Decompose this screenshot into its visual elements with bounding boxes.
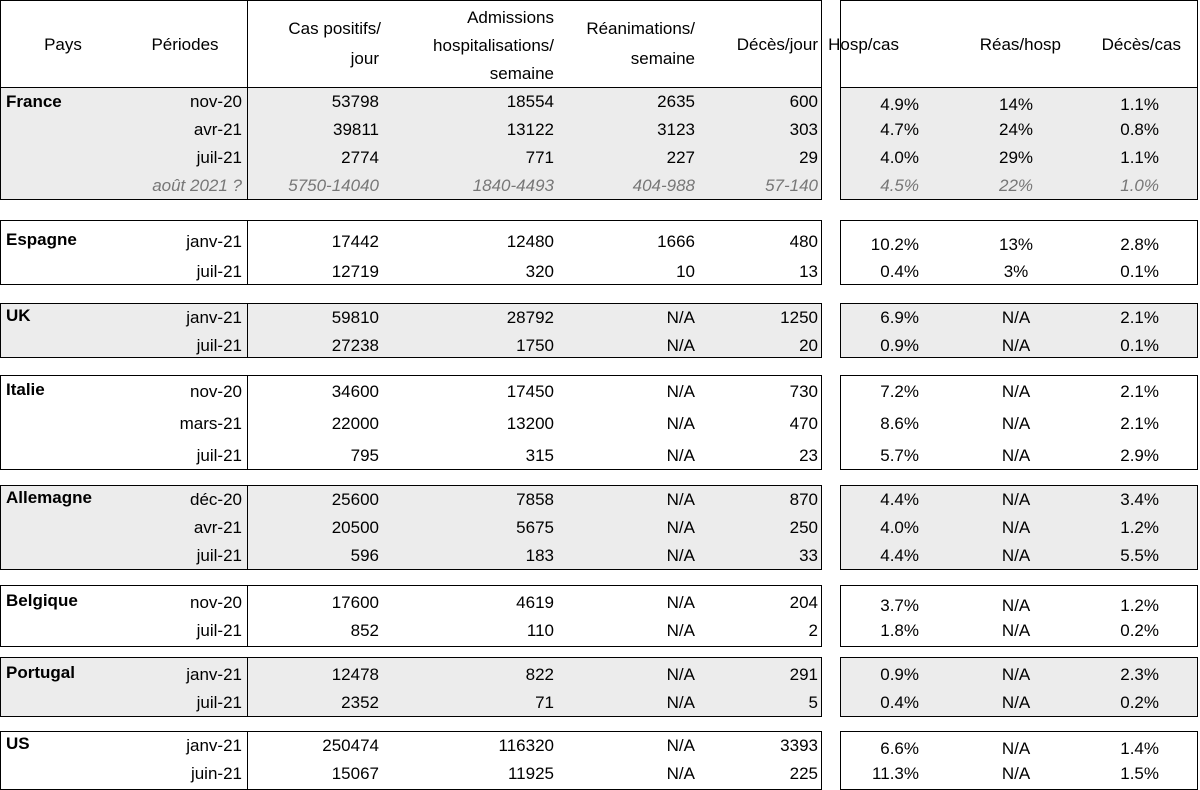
cases-cell: 59810: [331, 308, 379, 327]
admissions-cell: 11925: [507, 764, 554, 783]
deces-cas-cell: 0.2%: [1120, 621, 1159, 640]
deaths-cell: 20: [799, 336, 818, 355]
country-name: Allemagne: [6, 488, 92, 507]
period-cell: janv-21: [186, 665, 242, 684]
reas-hosp-cell: N/A: [1001, 308, 1031, 327]
deces-cas-cell: 2.1%: [1120, 382, 1159, 401]
deaths-cell: 600: [789, 92, 818, 111]
deaths-cell: 33: [799, 546, 818, 565]
reas-hosp-cell: N/A: [1001, 665, 1031, 684]
deces-cas-cell: 1.0%: [1120, 176, 1159, 195]
deces-cas-cell: 0.8%: [1120, 120, 1159, 139]
hosp-cas-cell: 4.0%: [880, 518, 919, 537]
admissions-cell: 17450: [506, 382, 554, 401]
period-cell: déc-20: [190, 490, 242, 509]
admissions-cell: 116320: [498, 736, 554, 755]
deaths-cell: 57-140: [765, 176, 818, 195]
cases-cell: 25600: [331, 490, 379, 509]
header-reas-hosp: Réas/hosp: [979, 35, 1061, 54]
period-cell: juil-21: [196, 336, 242, 355]
reas-hosp-cell: N/A: [1001, 693, 1031, 712]
period-cell: juil-21: [196, 446, 242, 465]
deaths-cell: 303: [789, 120, 818, 139]
period-cell: juil-21: [196, 262, 242, 281]
deaths-cell: 3393: [780, 736, 818, 755]
cases-cell: 596: [350, 546, 379, 565]
header-right: [828, 0, 1198, 88]
icu-cell: N/A: [666, 593, 695, 612]
column-divider: [247, 221, 248, 284]
reas-hosp-cell: N/A: [1001, 490, 1031, 509]
country-block-portugal: [0, 657, 822, 717]
header-adm-line1: Admissions: [467, 8, 554, 27]
country-name: France: [6, 92, 62, 111]
icu-cell: N/A: [666, 693, 695, 712]
icu-cell: N/A: [666, 414, 695, 433]
deaths-cell: 1250: [780, 308, 818, 327]
reas-hosp-cell: 24%: [998, 120, 1034, 139]
admissions-cell: 7858: [516, 490, 554, 509]
country-name: UK: [6, 306, 31, 325]
admissions-cell: 110: [526, 621, 554, 640]
ratio-block-belgique: [840, 585, 1198, 647]
icu-cell: 227: [666, 148, 695, 167]
deaths-cell: 480: [789, 232, 818, 251]
cases-cell: 27238: [331, 336, 379, 355]
icu-cell: 1666: [657, 232, 695, 251]
reas-hosp-cell: N/A: [1001, 336, 1031, 355]
period-cell: juil-21: [196, 621, 242, 640]
header-cas-line1: Cas positifs/: [288, 19, 381, 38]
country-name: Portugal: [6, 663, 75, 682]
admissions-cell: 315: [525, 446, 554, 465]
reas-hosp-cell: 14%: [998, 95, 1034, 114]
column-divider: [247, 88, 248, 199]
ratio-block-espagne: [840, 220, 1198, 285]
admissions-cell: 1750: [516, 336, 554, 355]
icu-cell: N/A: [666, 382, 695, 401]
header-cas-line2: jour: [350, 49, 379, 68]
deaths-cell: 470: [789, 414, 818, 433]
hosp-cas-cell: 8.6%: [880, 414, 919, 433]
column-divider: [247, 658, 248, 716]
ratio-block-portugal: [840, 657, 1198, 717]
header-pays: Pays: [44, 35, 82, 54]
reas-hosp-cell: N/A: [1001, 739, 1031, 758]
admissions-cell: 4619: [516, 593, 554, 612]
country-name: Belgique: [6, 591, 78, 610]
hosp-cas-cell: 4.4%: [880, 546, 919, 565]
deaths-cell: 291: [789, 665, 818, 684]
reas-hosp-cell: N/A: [1001, 414, 1031, 433]
cases-cell: 20500: [331, 518, 379, 537]
column-divider: [247, 486, 248, 569]
period-cell: janv-21: [186, 736, 242, 755]
deces-cas-cell: 5.5%: [1120, 546, 1159, 565]
country-block-espagne: [0, 220, 822, 285]
deaths-cell: 23: [799, 446, 818, 465]
deaths-cell: 29: [799, 148, 818, 167]
ratio-block-italie: [840, 375, 1198, 470]
country-block-france: [0, 87, 822, 200]
country-block-belgique: [0, 585, 822, 647]
admissions-cell: 1840-4493: [472, 176, 554, 195]
ratio-block-france: [840, 87, 1198, 200]
column-divider: [247, 732, 248, 789]
icu-cell: N/A: [666, 490, 695, 509]
header-periodes: Périodes: [151, 35, 219, 54]
country-block-uk: [0, 303, 822, 358]
reas-hosp-cell: 29%: [998, 148, 1034, 167]
hosp-cas-cell: 0.9%: [880, 665, 919, 684]
admissions-cell: 771: [525, 148, 554, 167]
icu-cell: 3123: [657, 120, 695, 139]
cases-cell: 5750-14040: [288, 176, 379, 195]
header-left: [0, 0, 822, 88]
deaths-cell: 13: [799, 262, 818, 281]
column-divider: [247, 376, 248, 469]
header-deces: Décès/jour: [736, 35, 818, 54]
column-divider: [247, 304, 248, 357]
admissions-cell: 12480: [506, 232, 554, 251]
ratio-block-uk: [840, 303, 1198, 358]
header-adm-line3: semaine: [489, 64, 554, 83]
reas-hosp-cell: 22%: [998, 176, 1034, 195]
deces-cas-cell: 0.2%: [1120, 693, 1159, 712]
period-cell: mars-21: [179, 414, 242, 433]
admissions-cell: 822: [525, 665, 554, 684]
admissions-cell: 13200: [506, 414, 554, 433]
admissions-cell: 18554: [506, 92, 554, 111]
header-adm-line2: hospitalisations/: [433, 36, 554, 55]
reas-hosp-cell: N/A: [1001, 596, 1031, 615]
header-rea-line1: Réanimations/: [586, 19, 695, 38]
period-cell: nov-20: [190, 92, 242, 111]
hosp-cas-cell: 4.5%: [880, 176, 919, 195]
cases-cell: 2352: [341, 693, 379, 712]
cases-cell: 34600: [331, 382, 379, 401]
admissions-cell: 183: [525, 546, 554, 565]
country-block-us: [0, 731, 822, 790]
icu-cell: N/A: [666, 308, 695, 327]
icu-cell: N/A: [666, 546, 695, 565]
period-cell: nov-20: [190, 382, 242, 401]
country-block-allemagne: [0, 485, 822, 570]
deces-cas-cell: 1.2%: [1120, 596, 1159, 615]
reas-hosp-cell: N/A: [1001, 764, 1031, 783]
country-block-italie: [0, 375, 822, 470]
hosp-cas-cell: 6.6%: [880, 739, 919, 758]
hosp-cas-cell: 6.9%: [880, 308, 919, 327]
column-divider: [247, 586, 248, 646]
period-cell: août 2021 ?: [152, 176, 242, 195]
deaths-cell: 225: [789, 764, 818, 783]
admissions-cell: 320: [525, 262, 554, 281]
header-deces-cas: Décès/cas: [1101, 35, 1181, 54]
deaths-cell: 870: [789, 490, 818, 509]
hosp-cas-cell: 0.9%: [880, 336, 919, 355]
period-cell: janv-21: [186, 308, 242, 327]
period-cell: nov-20: [190, 593, 242, 612]
icu-cell: N/A: [666, 621, 695, 640]
hosp-cas-cell: 4.9%: [880, 95, 919, 114]
cases-cell: 852: [350, 621, 379, 640]
cases-cell: 15067: [331, 764, 379, 783]
cases-cell: 17442: [331, 232, 379, 251]
cases-cell: 53798: [331, 92, 379, 111]
hosp-cas-cell: 0.4%: [880, 693, 919, 712]
header-hosp-cas: Hosp/cas: [828, 35, 899, 54]
hosp-cas-cell: 0.4%: [880, 262, 919, 281]
icu-cell: N/A: [666, 518, 695, 537]
deaths-cell: 2: [808, 621, 818, 640]
period-cell: janv-21: [186, 232, 242, 251]
reas-hosp-cell: N/A: [1001, 621, 1031, 640]
deaths-cell: 250: [789, 518, 818, 537]
cases-cell: 12478: [331, 665, 379, 684]
reas-hosp-cell: N/A: [1001, 446, 1031, 465]
reas-hosp-cell: N/A: [1001, 518, 1031, 537]
icu-cell: N/A: [666, 446, 695, 465]
deces-cas-cell: 1.4%: [1120, 739, 1159, 758]
hosp-cas-cell: 1.8%: [880, 621, 919, 640]
period-cell: juil-21: [196, 546, 242, 565]
country-name: Espagne: [6, 230, 77, 249]
deces-cas-cell: 0.1%: [1120, 336, 1159, 355]
cases-cell: 250474: [322, 736, 379, 755]
country-name: Italie: [6, 380, 45, 399]
column-divider: [247, 1, 248, 87]
deces-cas-cell: 2.8%: [1120, 235, 1159, 254]
admissions-cell: 5675: [516, 518, 554, 537]
icu-cell: 404-988: [632, 176, 695, 195]
icu-cell: N/A: [666, 736, 695, 755]
cases-cell: 22000: [331, 414, 379, 433]
deces-cas-cell: 1.1%: [1120, 148, 1159, 167]
cases-cell: 39811: [332, 120, 379, 139]
hosp-cas-cell: 5.7%: [880, 446, 919, 465]
icu-cell: 2635: [657, 92, 695, 111]
reas-hosp-cell: N/A: [1001, 382, 1031, 401]
hosp-cas-cell: 10.2%: [870, 235, 919, 254]
period-cell: juin-21: [190, 764, 242, 783]
period-cell: avr-21: [193, 518, 242, 537]
admissions-cell: 71: [535, 693, 554, 712]
hosp-cas-cell: 7.2%: [880, 382, 919, 401]
deces-cas-cell: 2.3%: [1120, 665, 1159, 684]
deces-cas-cell: 1.5%: [1120, 764, 1159, 783]
ratio-block-us: [840, 731, 1198, 790]
hosp-cas-cell: 4.7%: [880, 120, 919, 139]
deces-cas-cell: 2.9%: [1120, 446, 1159, 465]
deces-cas-cell: 0.1%: [1120, 262, 1159, 281]
period-cell: avr-21: [193, 120, 242, 139]
reas-hosp-cell: N/A: [1001, 546, 1031, 565]
reas-hosp-cell: 13%: [998, 235, 1034, 254]
deces-cas-cell: 3.4%: [1120, 490, 1159, 509]
reas-hosp-cell: 3%: [1003, 262, 1029, 281]
hosp-cas-cell: 4.0%: [880, 148, 919, 167]
ratio-block-allemagne: [840, 485, 1198, 570]
deaths-cell: 730: [789, 382, 818, 401]
deaths-cell: 204: [789, 593, 818, 612]
period-cell: juil-21: [196, 148, 242, 167]
country-name: US: [6, 734, 30, 753]
deces-cas-cell: 1.1%: [1120, 95, 1159, 114]
admissions-cell: 13122: [506, 120, 554, 139]
icu-cell: N/A: [666, 336, 695, 355]
period-cell: juil-21: [196, 693, 242, 712]
cases-cell: 2774: [341, 148, 379, 167]
deces-cas-cell: 2.1%: [1120, 414, 1159, 433]
cases-cell: 795: [350, 446, 379, 465]
cases-cell: 12719: [331, 262, 379, 281]
deces-cas-cell: 2.1%: [1120, 308, 1159, 327]
cases-cell: 17600: [331, 593, 379, 612]
hosp-cas-cell: 11.3%: [872, 764, 919, 783]
header-rea-line2: semaine: [630, 49, 695, 68]
icu-cell: N/A: [666, 665, 695, 684]
hosp-cas-cell: 4.4%: [880, 490, 919, 509]
icu-cell: N/A: [666, 764, 695, 783]
icu-cell: 10: [676, 262, 695, 281]
deaths-cell: 5: [808, 693, 818, 712]
deces-cas-cell: 1.2%: [1120, 518, 1159, 537]
admissions-cell: 28792: [506, 308, 554, 327]
hosp-cas-cell: 3.7%: [880, 596, 919, 615]
